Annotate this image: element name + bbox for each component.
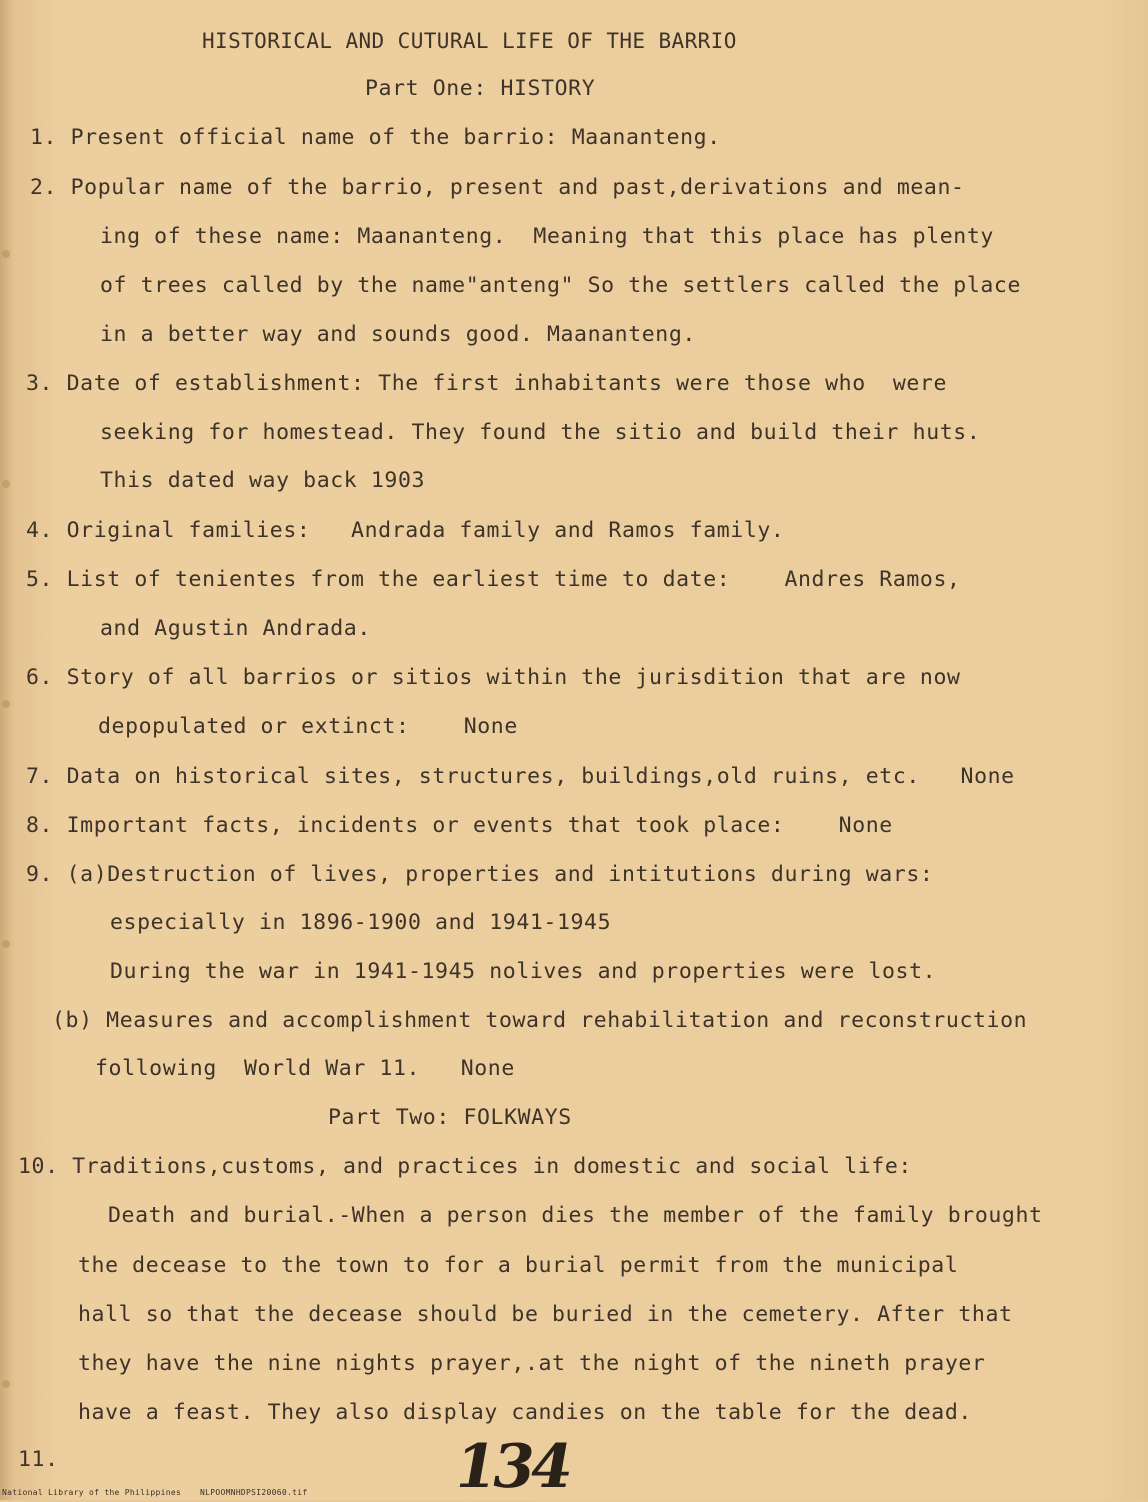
margin-mark: [2, 250, 10, 258]
item-2-line-2: ing of these name: Maananteng. Meaning that this place has plenty: [100, 224, 994, 249]
part-two-heading: Part Two: FOLKWAYS: [328, 1105, 572, 1130]
item-5-line-2: and Agustin Andrada.: [100, 616, 371, 641]
item-9b-line-2: following World War 11. None: [95, 1056, 515, 1081]
item-3-line-1: 3. Date of establishment: The first inhabitants were those who were: [26, 371, 947, 396]
document-title: HISTORICAL AND CUTURAL LIFE OF THE BARRIO: [202, 29, 737, 53]
margin-mark: [2, 480, 10, 488]
item-10-line-1: 10. Traditions,customs, and practices in domestic and social life:: [18, 1154, 912, 1179]
item-11: 11.: [18, 1447, 59, 1472]
item-10-line-5: they have the nine nights prayer,.at the night of the nineth prayer: [78, 1351, 986, 1376]
margin-mark: [2, 1380, 10, 1388]
item-6-line-2: depopulated or extinct: None: [98, 714, 518, 739]
item-10-line-6: have a feast. They also display candies on the table for the dead.: [78, 1400, 972, 1425]
item-8: 8. Important facts, incidents or events that took place: None: [26, 813, 893, 838]
item-5-line-1: 5. List of tenientes from the earliest time to date: Andres Ramos,: [26, 567, 961, 592]
item-4: 4. Original families: Andrada family and Ramos family.: [26, 518, 785, 543]
margin-mark: [2, 700, 10, 708]
footer-filename: NLPOOMNHDPSI20060.tif: [200, 1488, 308, 1497]
item-10-line-3: the decease to the town to for a burial permit from the municipal: [78, 1253, 959, 1278]
item-1: 1. Present official name of the barrio: Maananteng.: [30, 125, 721, 150]
item-9a-line-1: 9. (a)Destruction of lives, properties and intitutions during wars:: [26, 862, 934, 887]
item-3-line-2: seeking for homestead. They found the sitio and build their huts.: [100, 420, 981, 445]
item-6-line-1: 6. Story of all barrios or sitios within the jurisdition that are now: [26, 665, 961, 690]
item-10-line-4: hall so that the decease should be buried in the cemetery. After that: [78, 1302, 1013, 1327]
item-9a-line-3: During the war in 1941-1945 nolives and properties were lost.: [110, 959, 937, 984]
item-2-line-1: 2. Popular name of the barrio, present and past,derivations and mean-: [30, 175, 965, 200]
item-9a-line-2: especially in 1896-1900 and 1941-1945: [110, 910, 612, 935]
footer-library: National Library of the Philippines: [2, 1488, 182, 1497]
item-3-line-3: This dated way back 1903: [100, 468, 426, 493]
item-10-line-2: Death and burial.-When a person dies the member of the family brought: [108, 1203, 1043, 1228]
item-2-line-3: of trees called by the name"anteng" So the settlers called the place: [100, 273, 1021, 298]
margin-mark: [2, 940, 10, 948]
item-9b-line-1: (b) Measures and accomplishment toward rehabilitation and reconstruction: [52, 1008, 1028, 1033]
handwritten-page-number: 134: [448, 1432, 575, 1502]
item-7: 7. Data on historical sites, structures, buildings,old ruins, etc. None: [26, 764, 1015, 789]
part-one-heading: Part One: HISTORY: [365, 76, 596, 101]
item-2-line-4: in a better way and sounds good. Maananteng.: [100, 322, 696, 347]
